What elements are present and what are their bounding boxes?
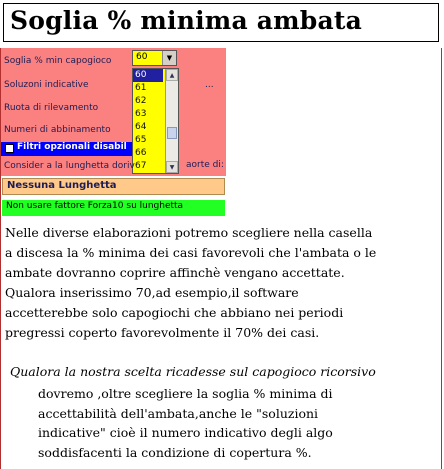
label-numeri-abbinamento: Numeri di abbinamento xyxy=(4,125,111,135)
soglia-select[interactable] xyxy=(132,50,177,66)
dropdown-option[interactable]: 64 xyxy=(135,122,147,132)
soglia-dropdown-list[interactable] xyxy=(132,68,179,174)
indented-line: soddisfacenti la condizione di copertura %. xyxy=(38,444,312,460)
dropdown-option[interactable]: 65 xyxy=(135,135,147,145)
label-ruota-rilevamento: Ruota di rilevamento xyxy=(4,103,99,113)
title-box xyxy=(3,3,439,42)
dropdown-option[interactable]: 62 xyxy=(135,96,147,106)
paragraph-line: Qualora inserissimo 70,ad esempio,il software xyxy=(5,285,299,300)
panel-blank-area xyxy=(226,48,441,176)
forza10-label: Non usare fattore Forza10 su lunghetta xyxy=(6,201,184,211)
dropdown-option[interactable]: 66 xyxy=(135,148,147,158)
lunghetta-field[interactable] xyxy=(2,178,225,195)
italic-intro-line: Qualora la nostra scelta ricadesse sul capogioco ricorsivo xyxy=(10,364,376,379)
filtri-checkbox[interactable] xyxy=(5,144,14,153)
explanation-paragraph xyxy=(5,223,437,343)
dropdown-option[interactable]: 67 xyxy=(135,161,147,171)
filtri-opzionali-toggle[interactable] xyxy=(1,142,132,156)
dropdown-option[interactable]: 61 xyxy=(135,83,147,93)
label-soglia-min: Soglia % min capogioco xyxy=(4,56,112,66)
frame-right-border xyxy=(441,48,442,469)
forza10-option[interactable] xyxy=(2,200,225,216)
indented-line: accettabilità dell'ambata,anche le "soluzioni xyxy=(38,405,319,421)
dropdown-scrollbar[interactable] xyxy=(165,69,178,173)
ellipsis-text: ... xyxy=(205,80,214,90)
dropdown-option[interactable]: 63 xyxy=(135,109,147,119)
scrollbar-thumb[interactable] xyxy=(167,127,177,139)
label-considera-lunghetta: Consider a la lunghetta doriv xyxy=(4,161,135,171)
indented-line: dovremo ,oltre scegliere la soglia % minima di xyxy=(38,386,333,401)
soglia-select-value: 60 xyxy=(136,52,148,62)
label-soluzioni-indicative: Soluzoni indicative xyxy=(4,80,89,90)
scroll-down-icon[interactable]: ▼ xyxy=(166,161,178,173)
paragraph-line: a discesa la % minima dei casi favorevoli che l'ambata o le xyxy=(5,245,377,260)
paragraph-line: accetterebbe solo capogiochi che abbiano nei periodi xyxy=(5,305,344,320)
scroll-up-icon[interactable]: ▲ xyxy=(166,69,178,81)
indented-paragraph xyxy=(38,384,438,462)
dropdown-option[interactable]: 60 xyxy=(133,69,163,82)
paragraph-line: ambate dovranno coprire affinchè vengano accettate. xyxy=(5,265,345,280)
paragraph-line: pregressi coperto favorevolmente il 70% dei casi. xyxy=(5,325,320,340)
lunghetta-value: Nessuna Lunghetta xyxy=(7,180,117,191)
page-title: Soglia % minima ambata xyxy=(10,6,363,35)
label-aorte: aorte di: xyxy=(186,160,224,170)
indented-line: indicative" cioè il numero indicativo degli algo xyxy=(38,425,333,440)
filtri-label: Filtri opzionali disabil xyxy=(17,142,127,152)
chevron-down-icon[interactable]: ▼ xyxy=(162,51,176,65)
paragraph-line: Nelle diverse elaborazioni potremo scegliere nella casella xyxy=(5,225,373,240)
